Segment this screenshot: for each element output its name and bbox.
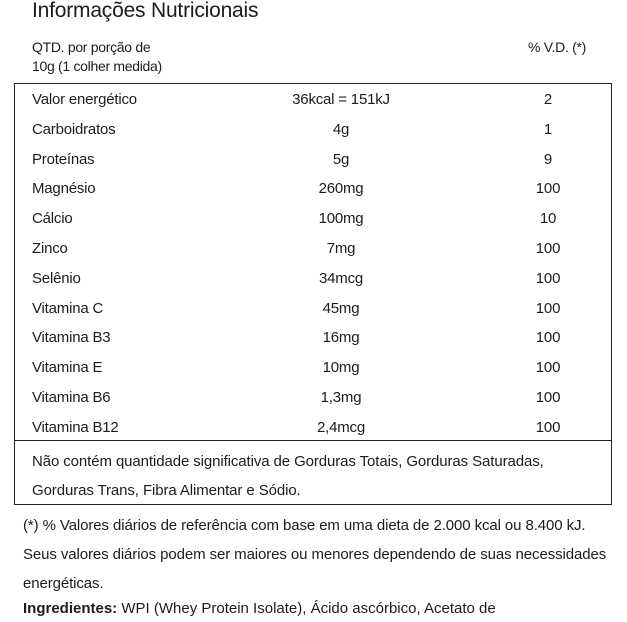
nutrient-name: Cálcio <box>32 210 73 228</box>
nutrient-name: Vitamina E <box>32 359 103 377</box>
nutrient-name: Zinco <box>32 239 68 257</box>
ingredients-line <box>23 599 623 619</box>
table-row <box>15 235 611 265</box>
nutrient-quantity: 10mg <box>322 359 360 377</box>
table-row <box>15 175 611 205</box>
nutrient-daily-value: 100 <box>535 299 561 317</box>
nutrient-quantity: 7mg <box>326 239 356 257</box>
nutrient-daily-value: 9 <box>543 150 553 168</box>
nutrient-daily-value: 100 <box>535 418 561 436</box>
table-row <box>15 295 611 325</box>
nutrient-daily-value: 100 <box>535 388 561 406</box>
nutrition-note: Não contém quantidade significativa de Gorduras Totais, Gorduras Saturadas, Gorduras Trans, Fibra Alimentar e Sódio. <box>32 453 544 499</box>
serving-size-header <box>32 38 162 76</box>
nutrient-quantity: 5g <box>332 150 350 168</box>
nutrient-quantity: 100mg <box>318 210 364 228</box>
table-divider <box>15 440 611 441</box>
nutrient-name: Magnésio <box>32 180 96 198</box>
nutrient-quantity: 34mcg <box>318 269 364 287</box>
nutrient-quantity: 16mg <box>322 329 360 347</box>
table-row <box>15 324 611 354</box>
nutrient-quantity: 4g <box>332 120 350 138</box>
table-row <box>15 265 611 295</box>
serving-size-line-2: 10g (1 colher medida) <box>32 58 162 74</box>
nutrient-daily-value: 100 <box>535 239 561 257</box>
nutrition-table <box>14 83 612 505</box>
nutrient-quantity: 45mg <box>322 299 360 317</box>
ingredients-label: Ingredientes: <box>23 600 118 617</box>
nutrient-daily-value: 100 <box>535 359 561 377</box>
table-row <box>15 146 611 176</box>
nutrition-rows <box>15 86 611 444</box>
table-row <box>15 205 611 235</box>
nutrient-name: Valor energético <box>32 91 137 108</box>
nutrient-name: Vitamina B12 <box>32 418 119 436</box>
nutrient-daily-value: 10 <box>539 210 557 228</box>
table-row <box>15 354 611 384</box>
daily-value-header: % V.D. (*) <box>528 39 586 55</box>
daily-value-footnote: (*) % Valores diários de referência com base em uma dieta de 2.000 kcal ou 8.400 kJ. Seus valores diários podem ser maiores ou menores dependendo de suas necessidades energéticas. <box>23 517 607 592</box>
nutrient-daily-value: 2 <box>543 91 553 108</box>
table-row <box>15 86 611 116</box>
serving-size-line-1: QTD. por porção de <box>32 39 151 55</box>
table-row <box>15 116 611 146</box>
nutrient-quantity: 260mg <box>318 180 364 198</box>
nutrient-name: Vitamina B3 <box>32 329 111 347</box>
nutrient-quantity: 36kcal = 151kJ <box>292 91 390 108</box>
nutrient-daily-value: 100 <box>535 329 561 347</box>
nutrient-name: Carboidratos <box>32 120 116 138</box>
page-title: Informações Nutricionais <box>32 0 259 22</box>
nutrient-daily-value: 100 <box>535 180 561 198</box>
table-row <box>15 384 611 414</box>
nutrient-name: Vitamina B6 <box>32 388 111 406</box>
nutrient-daily-value: 100 <box>535 269 561 287</box>
nutrient-name: Vitamina C <box>32 299 104 317</box>
nutrient-name: Proteínas <box>32 150 95 168</box>
nutrient-name: Selênio <box>32 269 81 287</box>
nutrient-quantity: 2,4mcg <box>317 418 365 436</box>
ingredients-text: WPI (Whey Protein Isolate), Ácido ascórbico, Acetato de <box>121 600 496 617</box>
nutrient-daily-value: 1 <box>543 120 553 138</box>
nutrient-quantity: 1,3mg <box>320 388 362 406</box>
